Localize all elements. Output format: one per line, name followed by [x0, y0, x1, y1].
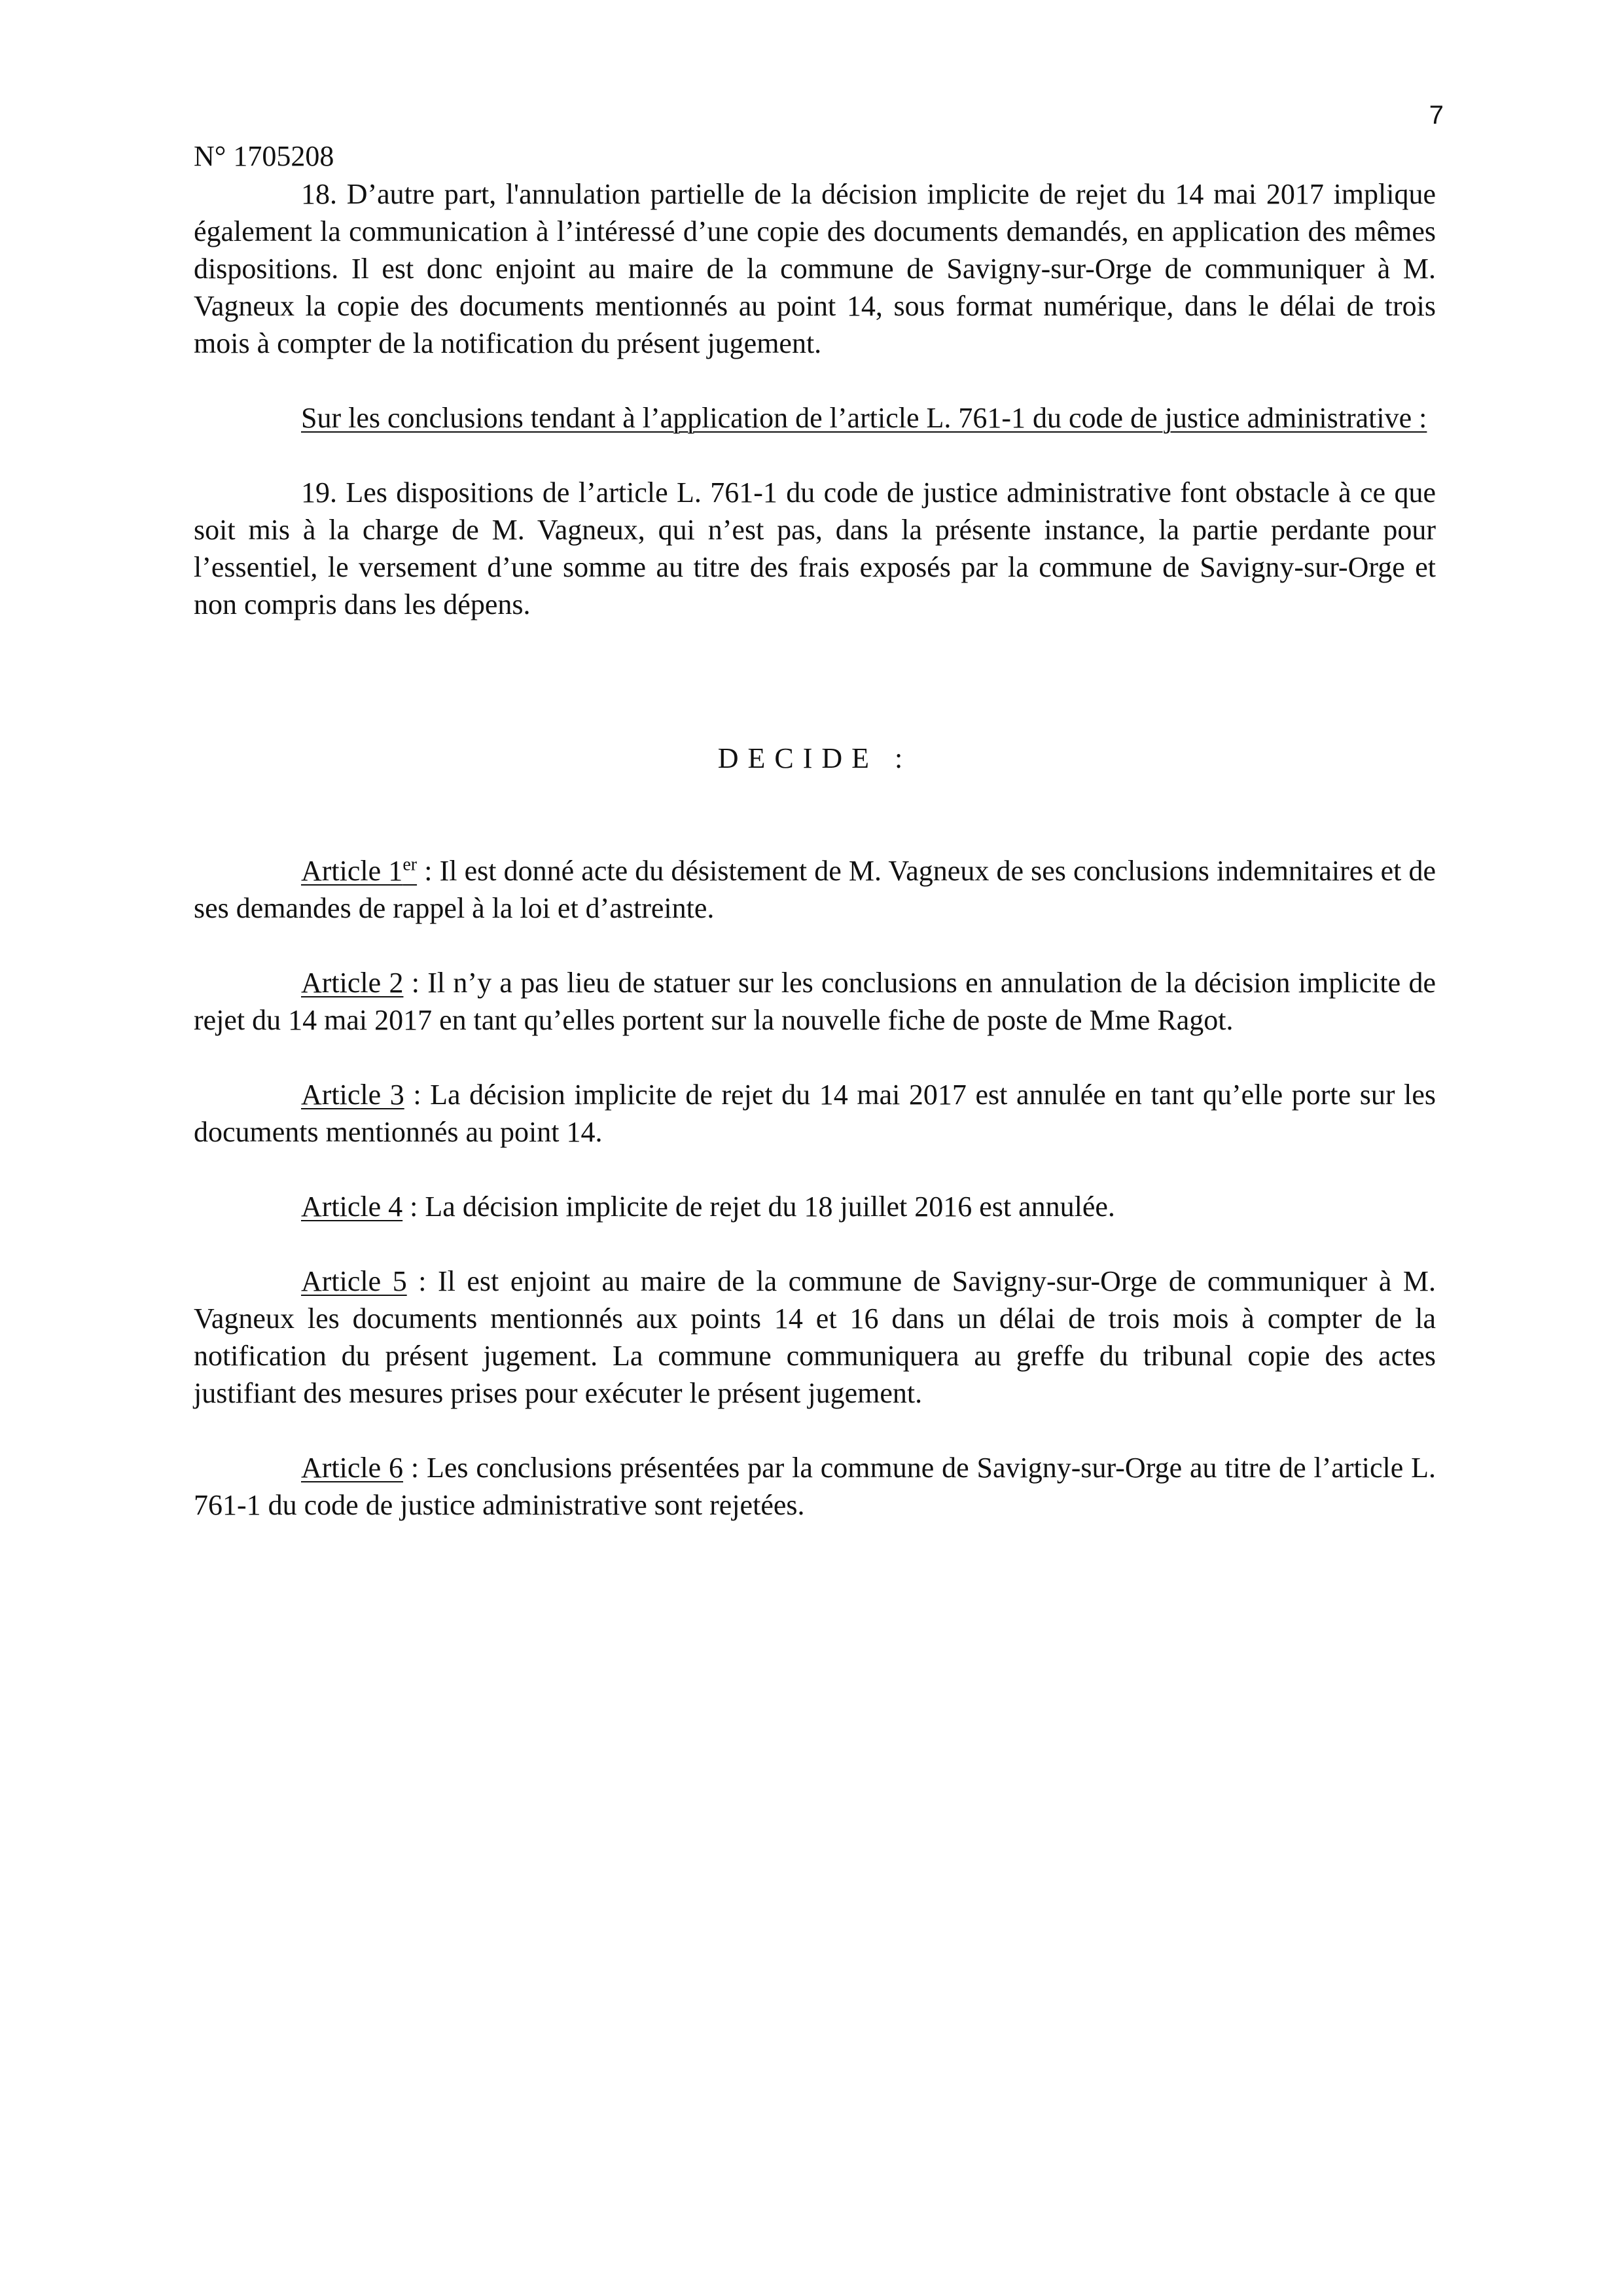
article-3-label: Article 3	[301, 1079, 404, 1111]
article-4-text: La décision implicite de rejet du 18 juillet 2016 est annulée.	[425, 1191, 1115, 1223]
article-5-separator: :	[406, 1265, 438, 1297]
case-number: N° 1705208	[194, 140, 334, 172]
article-1-label: Article 1er	[301, 854, 418, 887]
article-6	[194, 1449, 1436, 1524]
article-4	[194, 1188, 1436, 1225]
article-1-superscript: er	[402, 854, 418, 875]
article-3-text: La décision implicite de rejet du 14 mai 2017 est annulée en tant qu’elle porte sur les documents mentionnés au point 14.	[194, 1079, 1436, 1148]
article-5-text: Il est enjoint au maire de la commune de Savigny-sur-Orge de communiquer à M. Vagneux les documents mentionnés aux points 14 et 16 dans un délai de trois mois à compter de la notification du présent jugement. La commune communiquera au greffe du tribunal copie des actes justifiant des mesures prises pour exécuter le présent jugement.	[194, 1265, 1436, 1409]
section-heading-l761-1: Sur les conclusions tendant à l’application de l’article L. 761-1 du code de justice administrative :	[301, 402, 1427, 434]
article-6-separator: :	[403, 1452, 427, 1484]
article-5-label: Article 5	[301, 1265, 407, 1297]
article-2-separator: :	[403, 967, 428, 999]
article-2-text: Il n’y a pas lieu de statuer sur les conclusions en annulation de la décision implicite de rejet du 14 mai 2017 en tant qu’elles portent sur la nouvelle fiche de poste de Mme Ragot.	[194, 967, 1436, 1036]
article-2	[194, 964, 1436, 1039]
article-1-separator: :	[417, 855, 440, 887]
page-number: 7	[1429, 101, 1444, 130]
paragraph-19: 19. Les dispositions de l’article L. 761-1 du code de justice administrative font obstacle à ce que soit mis à la charge de M. Vagneux, qui n’est pas, dans la présente instance, la partie perdante pour l’essentiel, le versement d’une somme au titre des frais exposés par la commune de Savigny-sur-Orge et non compris dans les dépens.	[194, 476, 1436, 620]
article-1	[194, 852, 1436, 927]
document-body	[194, 175, 1436, 1524]
article-3	[194, 1076, 1436, 1151]
article-1-text: Il est donné acte du désistement de M. Vagneux de ses conclusions indemnitaires et de ses demandes de rappel à la loi et d’astreinte.	[194, 855, 1436, 924]
article-4-label: Article 4	[301, 1191, 403, 1223]
article-6-label: Article 6	[301, 1452, 404, 1484]
decide-heading: DECIDE :	[717, 742, 912, 774]
article-3-separator: :	[404, 1079, 431, 1111]
article-6-text: Les conclusions présentées par la commune de Savigny-sur-Orge au titre de l’article L. 761-1 du code de justice administrative sont rejetées.	[194, 1452, 1436, 1521]
article-4-separator: :	[402, 1191, 425, 1223]
article-5	[194, 1263, 1436, 1412]
article-2-label: Article 2	[301, 967, 404, 999]
paragraph-18: 18. D’autre part, l'annulation partielle de la décision implicite de rejet du 14 mai 2017 implique également la communication à l’intéressé d’une copie des documents demandés, en application des mêmes dispositions. Il est donc enjoint au maire de la commune de Savigny-sur-Orge de communiquer à M. Vagneux la copie des documents mentionnés au point 14, sous format numérique, dans le délai de trois mois à compter de la notification du présent jugement.	[194, 178, 1436, 359]
